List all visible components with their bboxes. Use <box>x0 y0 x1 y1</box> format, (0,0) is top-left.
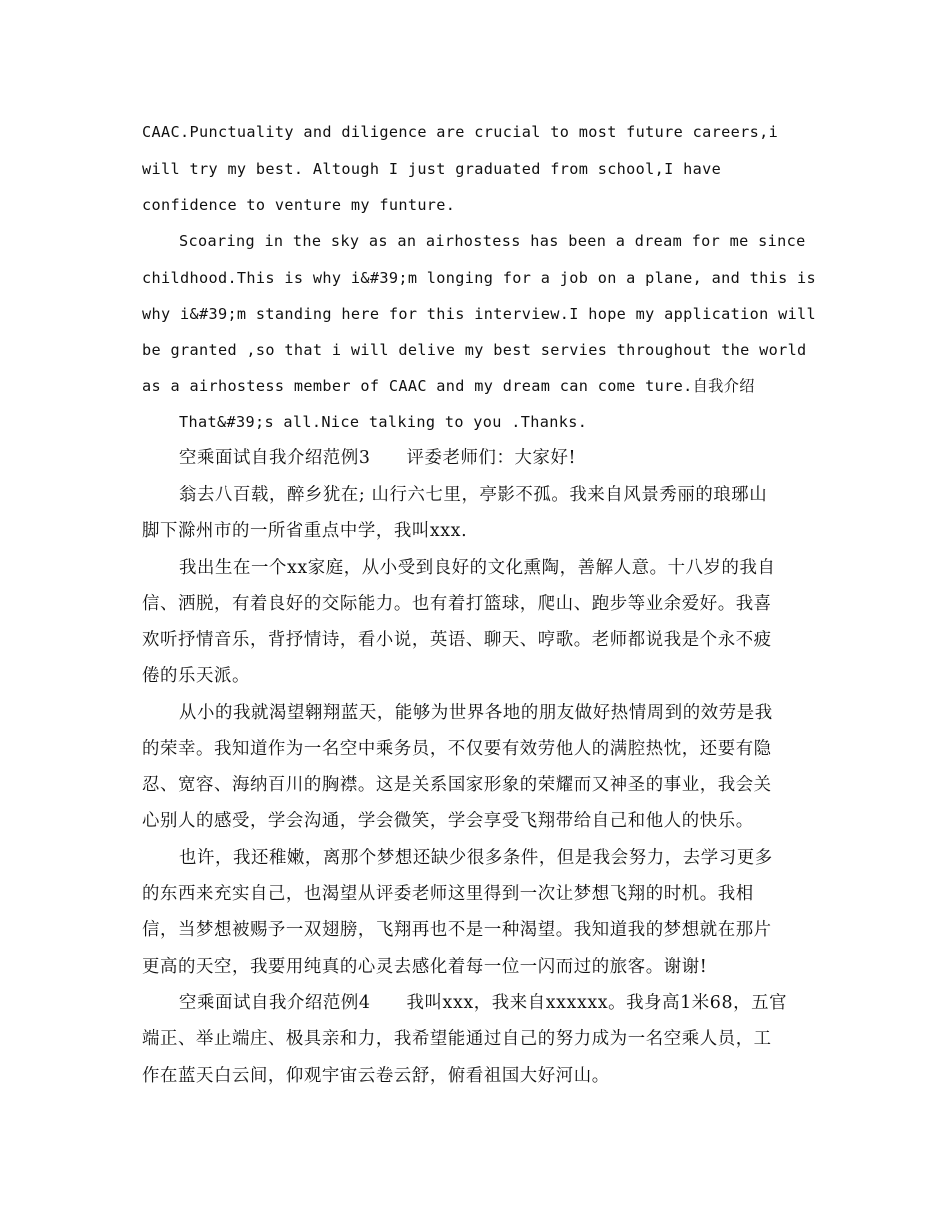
paragraph-first-line: 我出生在一个xx家庭，从小受到良好的文化熏陶，善解人意。十八岁的我自 <box>179 558 776 578</box>
text-line: confidence to venture my funture. <box>142 196 456 214</box>
text-line: 作在蓝天白云间，仰观宇宙云卷云舒，俯看祖国大好河山。 <box>142 1066 610 1086</box>
text-line: be granted ,so that i will delive my best servies throughout the world <box>142 341 807 359</box>
text-line: 脚下滁州市的一所省重点中学，我叫xxx. <box>142 521 468 541</box>
text-line: 更高的天空，我要用纯真的心灵去感化着每一位一闪而过的旅客。谢谢! <box>142 957 708 977</box>
text-line: 忍、宽容、海纳百川的胸襟。这是关系国家形象的荣耀而又神圣的事业，我会关 <box>142 775 772 795</box>
text-line: 欢听抒情音乐，背抒情诗，看小说，英语、聊天、哼歌。老师都说我是个永不疲 <box>142 630 772 650</box>
paragraph-first-line: Scoaring in the sky as an airhostess has been a dream for me since <box>179 232 806 250</box>
paragraph-first-line: That&#39;s all.Nice talking to you .Thanks. <box>179 413 588 431</box>
paragraph-first-line: 从小的我就渴望翱翔蓝天，能够为世界各地的朋友做好热情周到的效劳是我 <box>179 703 773 723</box>
text-line: why i&#39;m standing here for this interview.I hope my application will <box>142 305 817 323</box>
text-line: childhood.This is why i&#39;m longing for a job on a plane, and this is <box>142 269 817 287</box>
text-line: will try my best. Altough I just graduated from school,I have <box>142 160 722 178</box>
paragraph-first-line: 翁去八百载，醉乡犹在; 山行六七里，亭影不孤。我来自风景秀丽的琅琊山 <box>179 485 768 505</box>
text-line: 信、洒脱，有着良好的交际能力。也有着打篮球，爬山、跑步等业余爱好。我喜 <box>142 594 772 614</box>
text-line: as a airhostess member of CAAC and my dream can come ture.自我介绍 <box>142 377 755 395</box>
text-line: 信，当梦想被赐予一双翅膀，飞翔再也不是一种渴望。我知道我的梦想就在那片 <box>142 920 772 940</box>
text-line: 的东西来充实自己，也渴望从评委老师这里得到一次让梦想飞翔的时机。我相 <box>142 884 754 904</box>
text-line: 心别人的感受，学会沟通，学会微笑，学会享受飞翔带给自己和他人的快乐。 <box>142 811 754 831</box>
text-line: CAAC.Punctuality and diligence are crucial to most future careers,i <box>142 123 779 141</box>
paragraph-first-line: 也许，我还稚嫩，离那个梦想还缺少很多条件，但是我会努力，去学习更多 <box>179 848 773 868</box>
text-line: 倦的乐天派。 <box>142 666 250 686</box>
section-heading: 空乘面试自我介绍范例3 评委老师们：大家好! <box>179 448 577 468</box>
text-line: 的荣幸。我知道作为一名空中乘务员，不仅要有效劳他人的满腔热忱，还要有隐 <box>142 739 772 759</box>
section-heading: 空乘面试自我介绍范例4 我叫xxx，我来自xxxxxx。我身高1米68，五官 <box>179 993 788 1013</box>
text-line: 端正、举止端庄、极具亲和力，我希望能通过自己的努力成为一名空乘人员，工 <box>142 1029 772 1049</box>
